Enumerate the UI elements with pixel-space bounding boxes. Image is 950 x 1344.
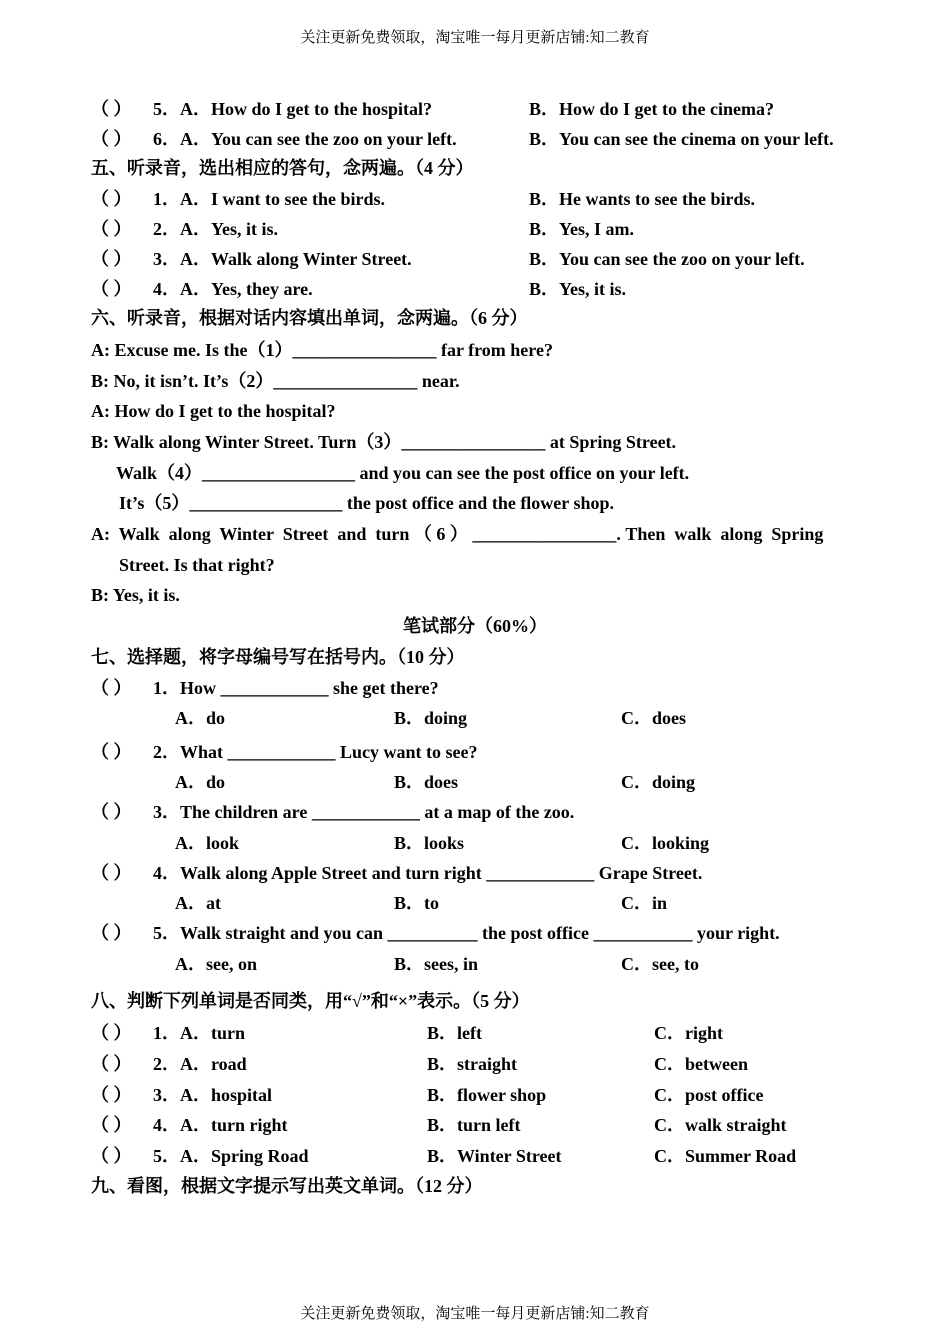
option-a: A．You can see the zoo on your left.	[180, 129, 457, 149]
dialogue-line: B: Yes, it is.	[91, 585, 180, 605]
dialogue-line: Walk（4）_________________ and you can see the post office on your left.	[116, 463, 690, 483]
option-b: B．sees, in	[394, 954, 479, 974]
option-a: A．turn	[180, 1023, 246, 1043]
list-item	[91, 1114, 288, 1136]
option-c: C．in	[621, 893, 668, 913]
answer-paren[interactable]: （ ）	[91, 279, 132, 299]
answer-paren[interactable]: （ ）	[91, 923, 132, 943]
question	[91, 801, 574, 823]
option-a: A．Spring Road	[180, 1146, 309, 1166]
option-a: A．do	[175, 772, 226, 792]
list-item	[91, 278, 313, 300]
page-header: 关注更新免费领取，淘宝唯一每月更新店铺:知二教育	[300, 30, 650, 46]
answer-paren[interactable]: （ ）	[91, 863, 132, 883]
option-b: B．to	[394, 893, 439, 913]
list-item	[91, 1022, 245, 1044]
dialogue-line: It’s（5）_________________ the post office and the flower shop.	[119, 493, 614, 513]
option-a: A．Yes, they are.	[180, 279, 313, 299]
dialogue-line: B: Walk along Winter Street. Turn（3）________________ at Spring Street.	[91, 432, 677, 452]
option-a: A．road	[180, 1054, 247, 1074]
question-text: 4．Walk along Apple Street and turn right ____________ Grape Street.	[153, 863, 703, 883]
option-b: B．How do I get to the cinema?	[529, 99, 774, 119]
list-item	[91, 218, 278, 240]
answer-paren[interactable]: （ ）	[91, 1023, 132, 1043]
option-a: A．turn right	[180, 1115, 288, 1135]
answer-paren[interactable]: （ ）	[91, 742, 132, 762]
option-b: B．doing	[394, 708, 468, 728]
question-text: 5．Walk straight and you can __________ the post office ___________ your right.	[153, 923, 780, 943]
list-item	[91, 188, 385, 210]
item-number: 6．	[153, 129, 180, 149]
answer-paren[interactable]: （ ）	[91, 189, 132, 209]
option-a: A．How do I get to the hospital?	[180, 99, 433, 119]
item-number: 4．	[153, 1115, 180, 1135]
answer-paren[interactable]: （ ）	[91, 678, 132, 698]
dialogue-line: A: Walk along Winter Street and turn （ 6 ） ________________. Then walk along Spring	[91, 524, 824, 544]
page-footer: 关注更新免费领取，淘宝唯一每月更新店铺:知二教育	[300, 1306, 650, 1322]
list-item	[91, 248, 412, 270]
section-5-title: 五、听录音，选出相应的答句，念两遍。（4 分）	[91, 158, 474, 178]
dialogue-line: A: How do I get to the hospital?	[91, 401, 336, 421]
item-number: 5．	[153, 1146, 180, 1166]
option-a: A．at	[175, 893, 221, 913]
option-c: C．see, to	[621, 954, 699, 974]
option-b: B．flower shop	[427, 1085, 547, 1105]
question	[91, 922, 780, 944]
dialogue-line: Street. Is that right?	[119, 555, 275, 575]
list-item	[91, 1084, 272, 1106]
question	[91, 862, 702, 884]
option-b: B．You can see the zoo on your left.	[529, 249, 805, 269]
question-text: 1．How ____________ she get there?	[153, 678, 439, 698]
option-a: A．do	[175, 708, 226, 728]
answer-paren[interactable]: （ ）	[91, 249, 132, 269]
section-8-title: 八、判断下列单词是否同类，用“√”和“×”表示。（5 分）	[91, 991, 530, 1011]
answer-paren[interactable]: （ ）	[91, 219, 132, 239]
list-item	[91, 128, 457, 150]
answer-paren[interactable]: （ ）	[91, 802, 132, 822]
option-c: C．doing	[621, 772, 696, 792]
question	[91, 677, 439, 699]
list-item	[91, 1053, 247, 1075]
section-7-title: 七、选择题，将字母编号写在括号内。（10 分）	[91, 647, 465, 667]
section-6-title: 六、听录音，根据对话内容填出单词，念两遍。（6 分）	[91, 308, 528, 328]
option-c: C．right	[654, 1023, 723, 1043]
section-9-title: 九、看图，根据文字提示写出英文单词。（12 分）	[91, 1176, 483, 1196]
option-b: B．looks	[394, 833, 465, 853]
item-number: 3．	[153, 249, 180, 269]
option-b: B．Winter Street	[427, 1146, 562, 1166]
item-number: 1．	[153, 1023, 180, 1043]
option-c: C．post office	[654, 1085, 764, 1105]
option-a: A．I want to see the birds.	[180, 189, 385, 209]
item-number: 2．	[153, 219, 180, 239]
option-c: C．Summer Road	[654, 1146, 797, 1166]
option-c: C．does	[621, 708, 687, 728]
option-b: B．Yes, I am.	[529, 219, 635, 239]
answer-paren[interactable]: （ ）	[91, 129, 132, 149]
item-number: 1．	[153, 189, 180, 209]
option-a: A．see, on	[175, 954, 257, 974]
answer-paren[interactable]: （ ）	[91, 1146, 132, 1166]
answer-paren[interactable]: （ ）	[91, 1054, 132, 1074]
list-item	[91, 98, 432, 120]
item-number: 4．	[153, 279, 180, 299]
option-a: A．Walk along Winter Street.	[180, 249, 412, 269]
option-c: C．between	[654, 1054, 748, 1074]
option-b: B．left	[427, 1023, 482, 1043]
dialogue-line: B: No, it isn’t. It’s（2）________________ near.	[91, 371, 460, 391]
answer-paren[interactable]: （ ）	[91, 99, 132, 119]
option-b: B．turn left	[427, 1115, 521, 1135]
question-text: 3．The children are ____________ at a map of the zoo.	[153, 802, 575, 822]
answer-paren[interactable]: （ ）	[91, 1115, 132, 1135]
option-a: A．Yes, it is.	[180, 219, 278, 239]
answer-paren[interactable]: （ ）	[91, 1085, 132, 1105]
option-b: B．Yes, it is.	[529, 279, 627, 299]
question-text: 2．What ____________ Lucy want to see?	[153, 742, 478, 762]
dialogue-line: A: Excuse me. Is the（1）________________ far from here?	[91, 340, 553, 360]
option-b: B．does	[394, 772, 459, 792]
option-a: A．hospital	[180, 1085, 273, 1105]
item-number: 3．	[153, 1085, 180, 1105]
question	[91, 741, 478, 763]
option-b: B．He wants to see the birds.	[529, 189, 755, 209]
option-b: B．straight	[427, 1054, 517, 1074]
written-part-title: 笔试部分（60%）	[403, 616, 547, 636]
item-number: 2．	[153, 1054, 180, 1074]
list-item	[91, 1145, 309, 1167]
option-c: C．looking	[621, 833, 710, 853]
option-a: A．look	[175, 833, 240, 853]
option-c: C．walk straight	[654, 1115, 787, 1135]
item-number: 5．	[153, 99, 180, 119]
option-b: B．You can see the cinema on your left.	[529, 129, 834, 149]
